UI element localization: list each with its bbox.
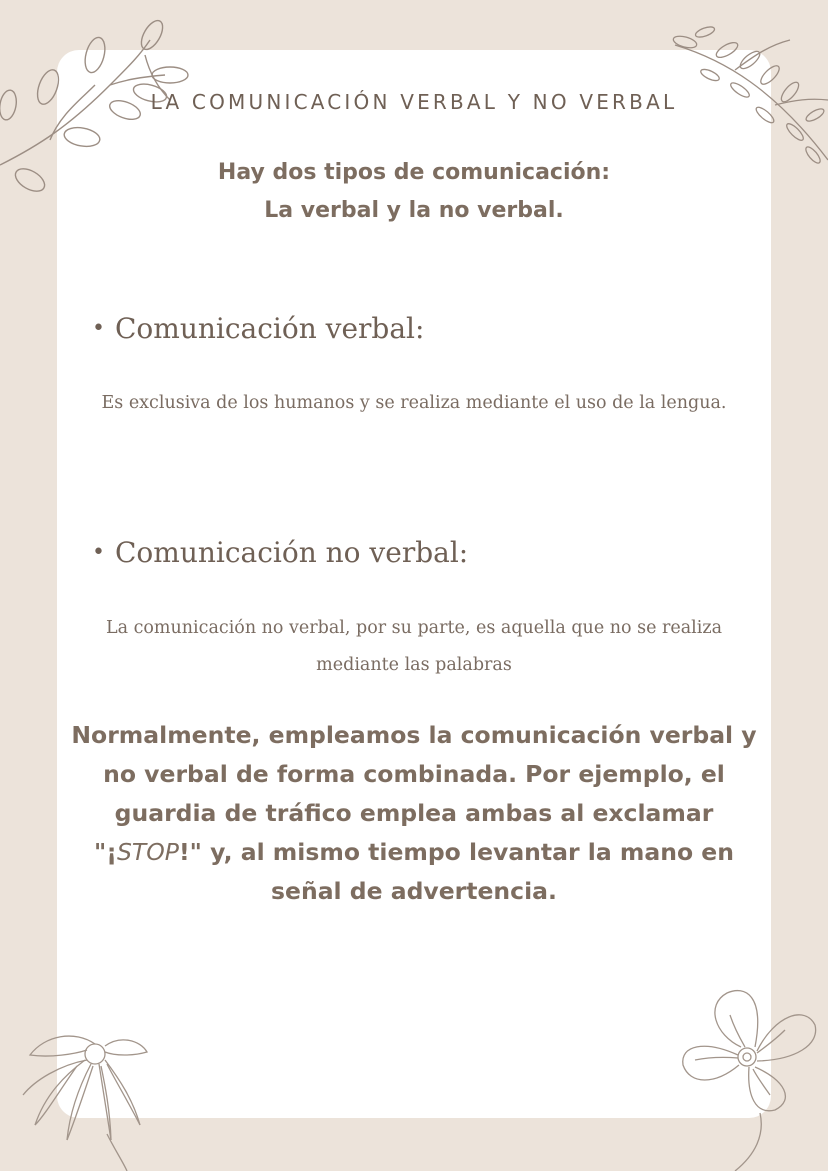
closing-text-part2: !" y, al mismo tiempo levantar la mano en señal de advertencia.	[178, 838, 734, 905]
section-body-nonverbal: La comunicación no verbal, por su parte, es aquella que no se realiza mediante las palabras	[105, 618, 723, 675]
closing-emphasis: STOP	[117, 838, 179, 866]
section-heading-text: Comunicación verbal:	[114, 312, 425, 345]
closing-paragraph	[62, 716, 766, 911]
intro-line-1: Hay dos tipos de comunicación:	[217, 160, 611, 185]
section-heading-text: Comunicación no verbal:	[114, 536, 469, 569]
page-title: LA COMUNICACIÓN VERBAL Y NO VERBAL	[150, 90, 678, 114]
intro-line-2: La verbal y la no verbal.	[264, 198, 564, 223]
closing-text-part1: Normalmente, empleamos la comunicación verbal y no verbal de forma combinada. Por ejemplo, el guardia de tráfico emplea ambas al exclamar "¡	[71, 721, 757, 866]
daisy-flower-icon	[15, 1030, 155, 1171]
section-heading-nonverbal	[92, 536, 468, 569]
open-flower-icon	[675, 985, 820, 1171]
intro-text	[0, 154, 828, 230]
section-body-verbal: Es exclusiva de los humanos y se realiza mediante el uso de la lengua.	[101, 393, 727, 413]
bullet-icon: •	[92, 540, 105, 565]
bullet-icon: •	[92, 316, 105, 341]
section-heading-verbal	[92, 312, 424, 345]
